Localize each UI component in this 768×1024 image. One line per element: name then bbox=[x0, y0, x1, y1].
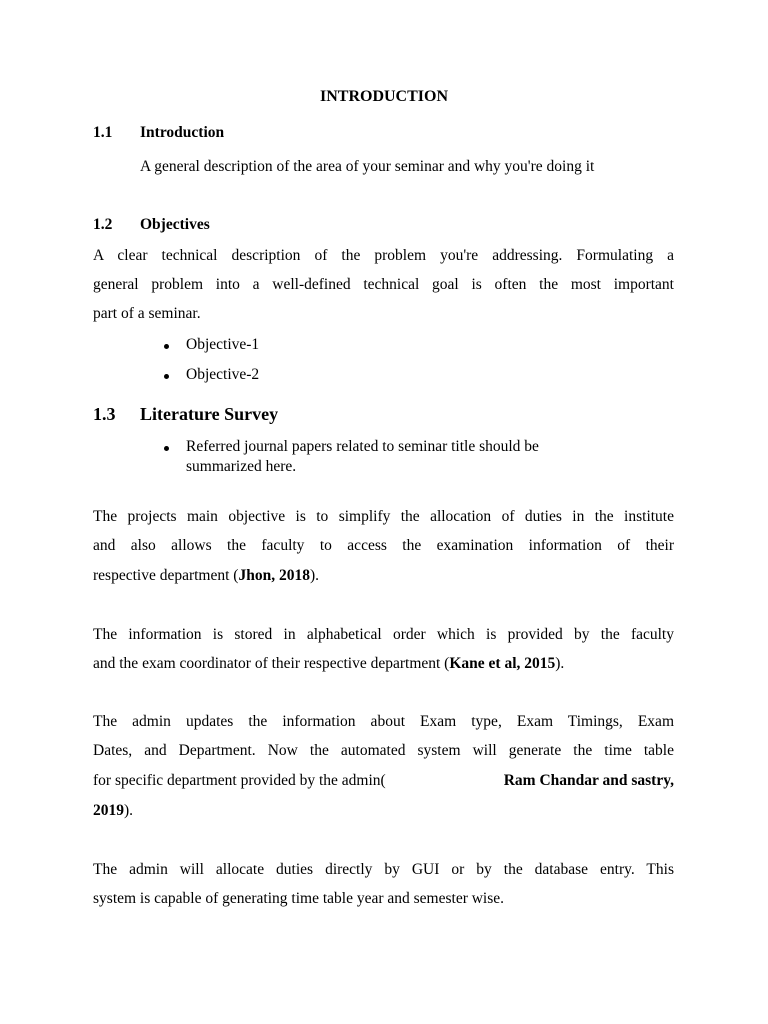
literature-bullet-line-1: Referred journal papers related to seminar title should be bbox=[186, 438, 539, 455]
citation: Jhon, 2018 bbox=[238, 567, 310, 584]
section-heading-literature-survey: Literature Survey bbox=[140, 404, 279, 424]
para3-line-1: The admin updates the information about Exam type, Exam Timings, Exam bbox=[93, 713, 674, 730]
objectives-line-1: A clear technical description of the problem you're addressing. Formulating a bbox=[93, 247, 674, 264]
para2-line-2 bbox=[93, 655, 564, 673]
para1-line-2: and also allows the faculty to access the examination information of their bbox=[93, 537, 674, 554]
section-heading-introduction: Introduction bbox=[140, 124, 225, 141]
para3-text: for specific department provided by the admin( bbox=[93, 772, 386, 789]
para2-close: ). bbox=[555, 655, 565, 672]
objectives-line-3: part of a seminar. bbox=[93, 305, 201, 322]
para3-line-3 bbox=[93, 772, 674, 790]
section-number-1-1: 1.1 bbox=[93, 124, 113, 141]
section-heading-objectives: Objectives bbox=[140, 216, 210, 233]
para2-text: and the exam coordinator of their respective department ( bbox=[93, 655, 450, 672]
para4-line-2: system is capable of generating time table year and semester wise. bbox=[93, 890, 505, 907]
citation: Ram Chandar and sastry, bbox=[503, 772, 674, 789]
para2-line-1: The information is stored in alphabetical order which is provided by the faculty bbox=[93, 626, 674, 643]
para3-line-4 bbox=[93, 802, 133, 820]
para3-line-2: Dates, and Department. Now the automated system will generate the time table bbox=[93, 742, 674, 759]
para1-line-3 bbox=[93, 567, 319, 585]
para1-line-1: The projects main objective is to simplify the allocation of duties in the institute bbox=[93, 508, 674, 525]
para3-close: ). bbox=[124, 802, 134, 819]
citation-year: 2019 bbox=[93, 802, 124, 819]
citation: Kane et al, 2015 bbox=[449, 655, 556, 672]
para1-close: ). bbox=[309, 567, 320, 584]
para1-text: respective department ( bbox=[93, 567, 239, 584]
literature-bullet-line-2: summarized here. bbox=[186, 458, 297, 475]
objective-item-2: Objective-2 bbox=[186, 366, 260, 383]
section-number-1-3: 1.3 bbox=[93, 404, 116, 424]
bullet-icon bbox=[164, 374, 169, 379]
para4-line-1: The admin will allocate duties directly by GUI or by the database entry. This bbox=[93, 861, 674, 878]
page-title: INTRODUCTION bbox=[319, 88, 448, 105]
bullet-icon bbox=[164, 446, 169, 451]
section-number-1-2: 1.2 bbox=[93, 216, 113, 233]
objective-item-1: Objective-1 bbox=[186, 336, 260, 353]
bullet-icon bbox=[164, 344, 169, 349]
intro-text: A general description of the area of your seminar and why you're doing it bbox=[140, 158, 595, 175]
objectives-line-2: general problem into a well-defined technical goal is often the most important bbox=[93, 276, 674, 293]
